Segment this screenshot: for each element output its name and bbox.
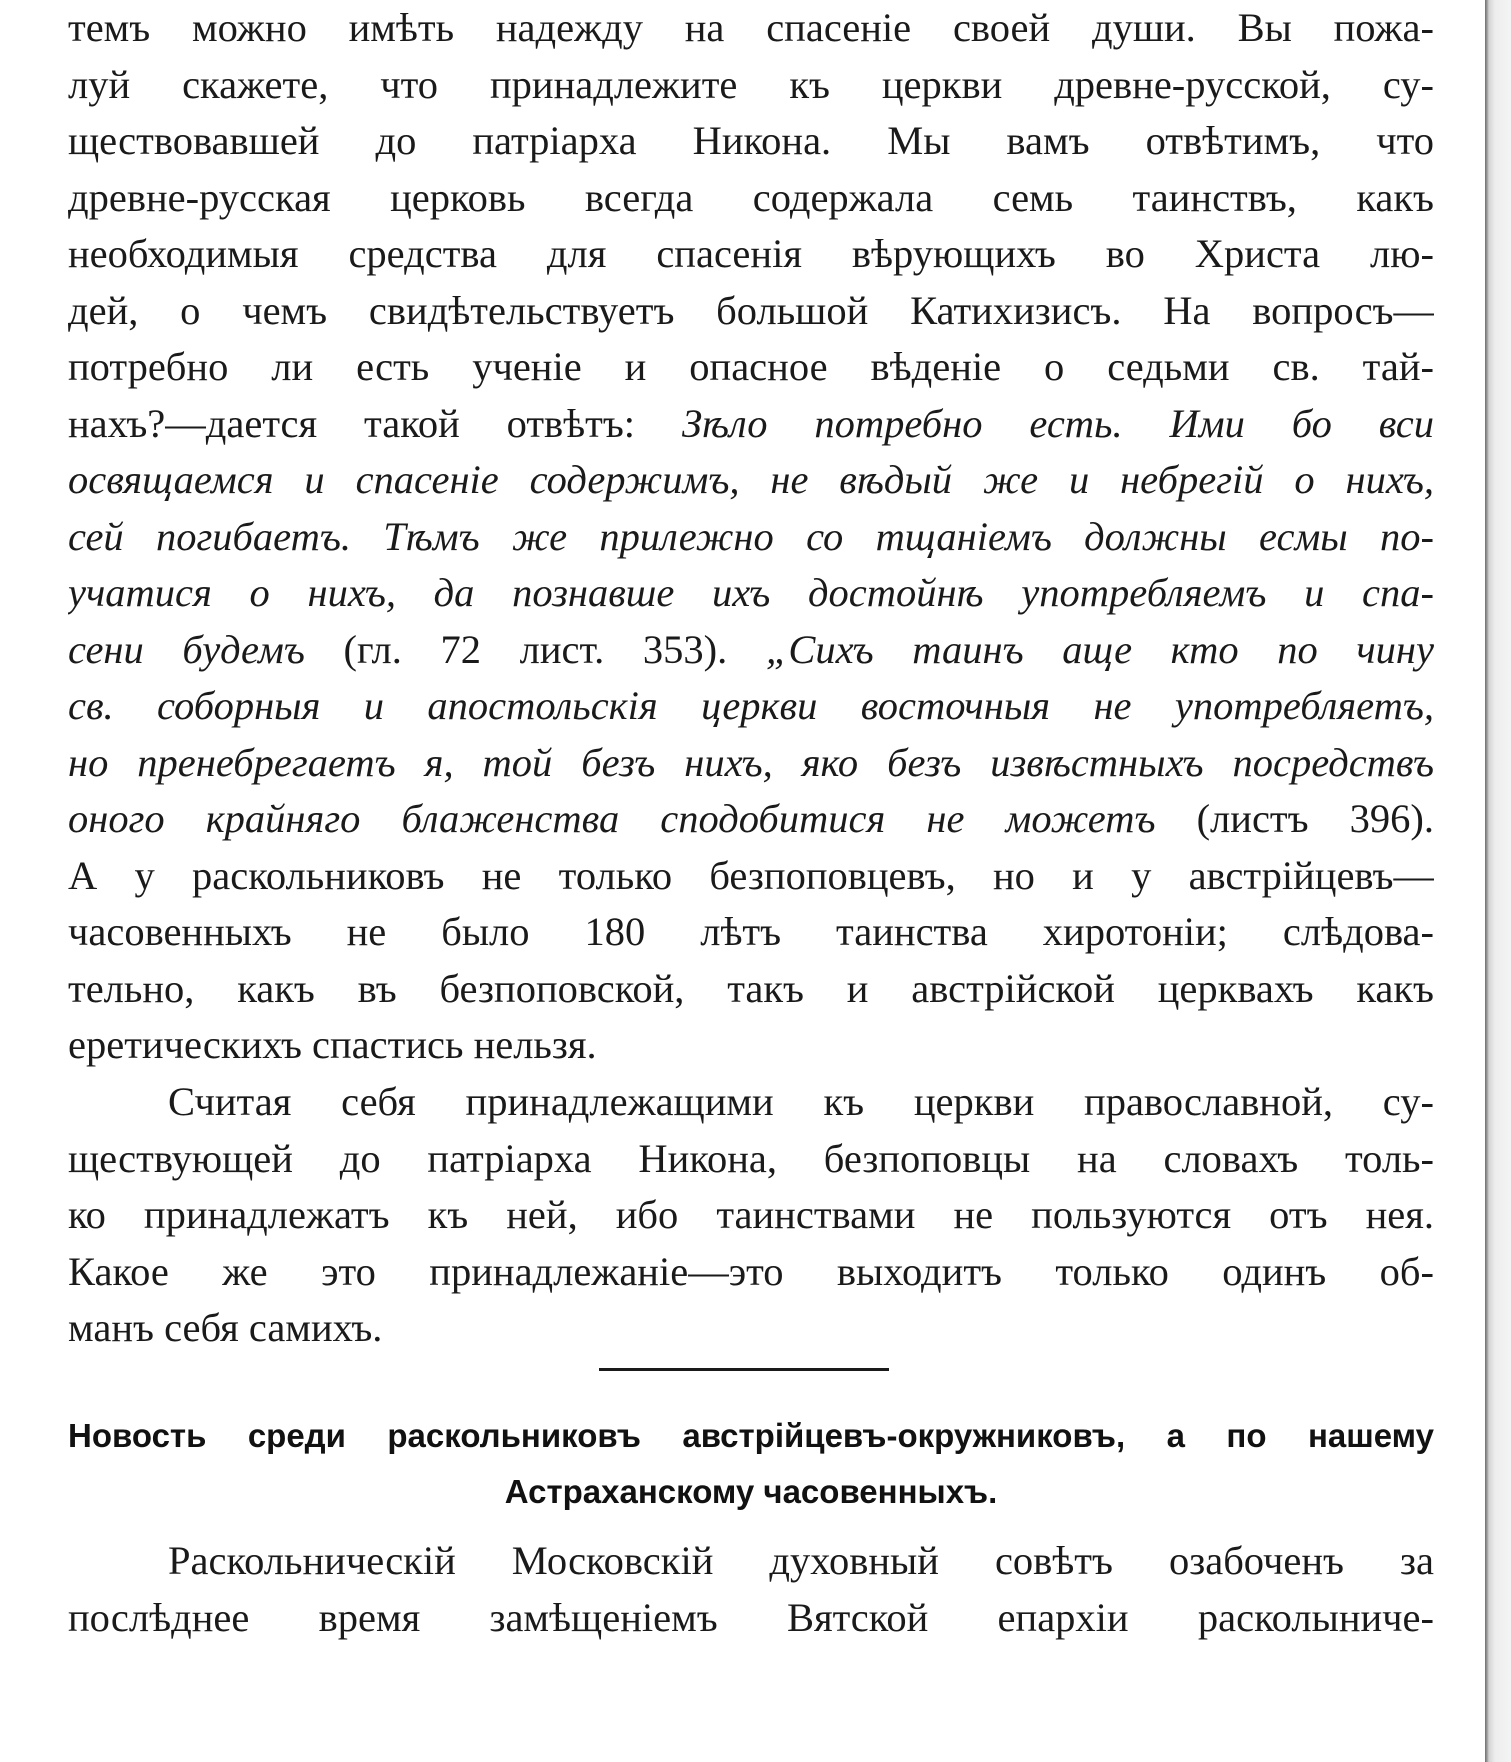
quote-segment: „Сихъ таинъ аще кто по чину bbox=[765, 626, 1434, 672]
text-line: ществовавшей до патріарха Никона. Мы вамъ отвѣтимъ, что bbox=[68, 118, 1434, 163]
text-line: тельно, какъ въ безпоповской, такъ и австрійской церквахъ какъ bbox=[68, 965, 1434, 1011]
citation-segment: (листъ 396). bbox=[1155, 796, 1434, 841]
text-line: ко принадлежатъ къ ней, ибо таинствами не пользуются отъ нея. bbox=[68, 1192, 1434, 1237]
quote-segment: сени будемъ bbox=[68, 626, 305, 672]
quote-line: сей погибаетъ. Тѣмъ же прилежно со тщаніемъ должны есмы по- bbox=[68, 513, 1434, 559]
page-edge bbox=[1485, 0, 1511, 1762]
text-line: темъ можно имѣть надежду на спасеніе своей души. Вы пожа- bbox=[68, 5, 1434, 50]
paragraph-3 bbox=[68, 1533, 1434, 1646]
text-line: еретическихъ спастись нельзя. bbox=[68, 1022, 597, 1067]
text-line: Раскольническій Московскій духовный совѣтъ озабоченъ за bbox=[168, 1538, 1434, 1583]
text-line: луй скажете, что принадлежите къ церкви древне-русской, су- bbox=[68, 61, 1434, 107]
quote-line: освящаемся и спасеніе содержимъ, не вѣдый же и небрегій о нихъ, bbox=[68, 457, 1434, 502]
text-line: древне-русская церковь всегда содержала семь таинствъ, какъ bbox=[68, 174, 1434, 220]
text-line-mixed bbox=[68, 396, 1434, 453]
heading-line: Новость среди раскольниковъ австрійцевъ-окружниковъ, а по нашему bbox=[68, 1417, 1434, 1454]
quote-line: учатися о нихъ, да познавше ихъ достойнѣ употребляемъ и спа- bbox=[68, 570, 1434, 615]
text-line: дей, о чемъ свидѣтельствуетъ большой Катихизисъ. На вопросъ— bbox=[68, 287, 1434, 333]
text-line: Считая себя принадлежащими къ церкви православной, су- bbox=[168, 1079, 1434, 1124]
heading-line: Астраханскому часовенныхъ. bbox=[504, 1473, 998, 1510]
section-divider bbox=[599, 1368, 889, 1371]
text-line: послѣднее время замѣщеніемъ Вятской епархіи расколыниче- bbox=[68, 1594, 1434, 1640]
text-line-mixed bbox=[68, 622, 1434, 679]
text-line: необходимыя средства для спасенія вѣрующихъ во Христа лю- bbox=[68, 231, 1434, 276]
text-line: потребно ли есть ученіе и опасное вѣденіе о седьми св. тай- bbox=[68, 344, 1434, 389]
paragraph-1 bbox=[68, 0, 1434, 1074]
text-line: часовенныхъ не было 180 лѣтъ таинства хиротоніи; слѣдова- bbox=[68, 909, 1434, 954]
text-line: манъ себя самихъ. bbox=[68, 1305, 383, 1350]
quote-segment: оного крайняго блаженства сподобитися не можетъ bbox=[68, 796, 1156, 841]
quote-segment: Зѣло потребно есть. Ими бо вси bbox=[681, 400, 1434, 446]
text-line: А у раскольниковъ не только безпоповцевъ, но и у австрійцевъ— bbox=[68, 852, 1434, 898]
text-line: Какое же это принадлежаніе—это выходитъ только одинъ об- bbox=[68, 1248, 1434, 1294]
text-line-mixed bbox=[68, 791, 1434, 848]
paragraph-2 bbox=[68, 1074, 1434, 1357]
quote-line: но пренебрегаетъ я, той безъ нихъ, яко безъ извѣстныхъ посредствъ bbox=[68, 739, 1434, 785]
quote-line: св. соборныя и апостольскія церкви восточныя не употребляетъ, bbox=[68, 683, 1434, 728]
text-segment: нахъ?—дается такой отвѣтъ: bbox=[68, 400, 636, 446]
section-heading bbox=[68, 1408, 1434, 1520]
citation-segment: (гл. 72 лист. 353). bbox=[304, 626, 766, 672]
text-line: ществующей до патріарха Никона, безпоповцы на словахъ толь- bbox=[68, 1135, 1434, 1181]
